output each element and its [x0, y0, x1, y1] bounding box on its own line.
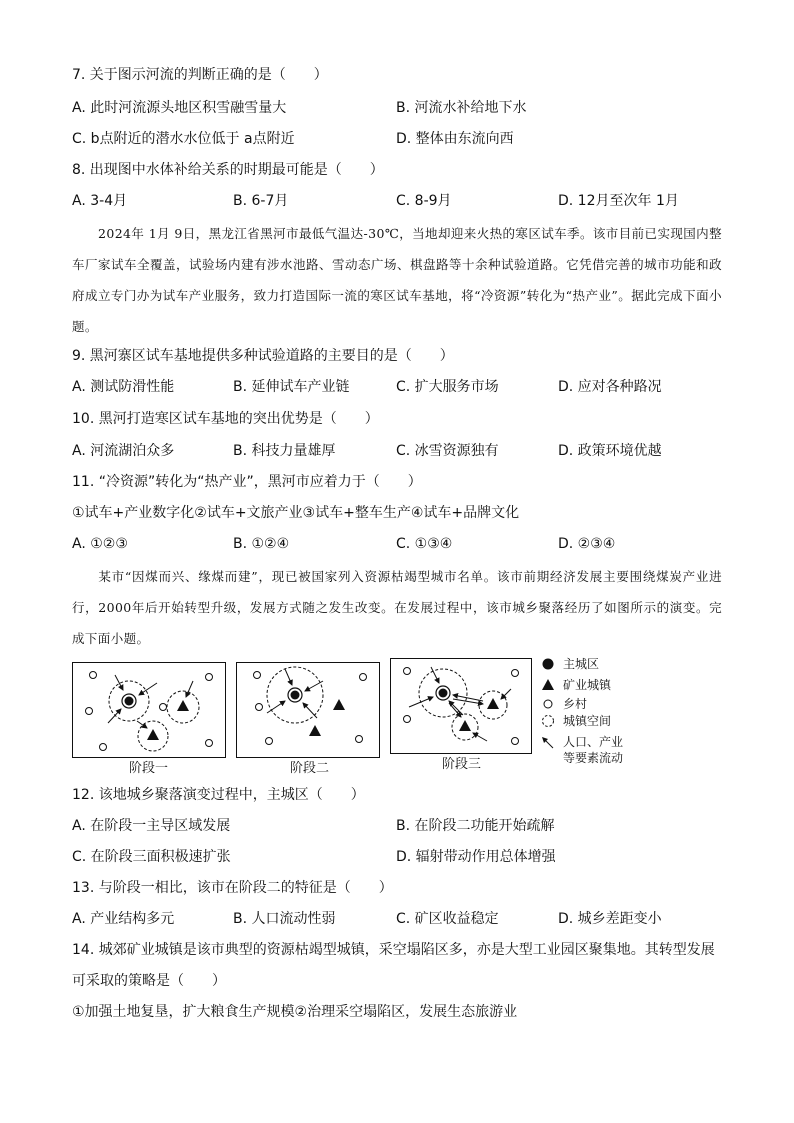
urban-space-icon: [541, 714, 555, 728]
q11-stem: 11. “冷资源”转化为“热产业”，黑河市应着力于（ ）: [72, 474, 422, 490]
q14-stem-line2: 可采取的策略是（ ）: [72, 973, 226, 989]
passage-coal-city-text: 某市“因煤而兴、缘煤而建”，现已被国家列入资源枯竭型城市名单。该市前期经济发展主要围绕煤炭产业进行，2000年后开始转型升级，发展方式随之发生改变。在发展过程中，该市城乡聚落经历了如图所示的演变。完成下面小题。: [72, 569, 722, 646]
q11-option-a: A. ①②③: [72, 536, 128, 552]
q13-option-d: D. 城乡差距变小: [558, 911, 662, 927]
q9-option-b: B. 延伸试车产业链: [233, 379, 350, 395]
q12-option-b: B. 在阶段二功能开始疏解: [396, 818, 555, 834]
q10-option-b: B. 科技力量雄厚: [233, 443, 336, 459]
legend-urban-space: 城镇空间: [563, 714, 612, 728]
q10-option-a: A. 河流湖泊众多: [72, 443, 175, 459]
main-city-icon: [541, 657, 555, 671]
q11-option-c: C. ①③④: [396, 536, 453, 552]
legend-flow-line1: 人口、产业: [563, 735, 624, 749]
q7-option-b: B. 河流水补给地下水: [396, 100, 527, 116]
q7-option-c: C. b点附近的潜水水位低于 a点附近: [72, 131, 295, 147]
q12-stem: 12. 该地城乡聚落演变过程中，主城区（ ）: [72, 787, 365, 803]
q12-option-a: A. 在阶段一主导区域发展: [72, 818, 231, 834]
q9-option-c: C. 扩大服务市场: [396, 379, 499, 395]
q8-option-d: D. 12月至次年 1月: [558, 193, 679, 209]
q14-items: ①加强土地复垦，扩大粮食生产规模②治理采空塌陷区，发展生态旅游业: [72, 1004, 518, 1020]
q7-stem: 7. 关于图示河流的判断正确的是（ ）: [72, 67, 328, 83]
q9-option-a: A. 测试防滑性能: [72, 379, 175, 395]
q8-option-a: A. 3-4月: [72, 193, 128, 209]
q14-stem-line1: 14. 城郊矿业城镇是该市典型的资源枯竭型城镇，采空塌陷区多，亦是大型工业园区聚集地。其转型发展: [72, 942, 715, 958]
q10-option-d: D. 政策环境优越: [558, 443, 662, 459]
q10-stem: 10. 黑河打造寒区试车基地的突出优势是（ ）: [72, 411, 379, 427]
q13-option-c: C. 矿区收益稳定: [396, 911, 499, 927]
passage-coal-city: [72, 561, 722, 654]
village-icon: [541, 697, 555, 711]
q7-option-d: D. 整体由东流向西: [396, 131, 514, 147]
q11-option-d: D. ②③④: [558, 536, 616, 552]
flow-arrow-icon: [541, 736, 555, 750]
q13-stem: 13. 与阶段一相比，该市在阶段二的特征是（ ）: [72, 880, 393, 896]
stage-one-map: [72, 662, 226, 758]
passage-heihe: [72, 218, 722, 342]
q13-option-a: A. 产业结构多元: [72, 911, 175, 927]
q7-option-a: A. 此时河流源头地区积雪融雪量大: [72, 100, 287, 116]
q10-option-c: C. 冰雪资源独有: [396, 443, 499, 459]
stage-three-label: 阶段三: [442, 757, 482, 772]
stage-three-map: [390, 658, 532, 754]
passage-heihe-text: 2024年 1月 9日，黑龙江省黑河市最低气温达-30℃，当地却迎来火热的寒区试车季。该市目前已实现国内整车厂家试车全覆盖，试验场内建有涉水池路、雪动态广场、棋盘路等十余种试验道路。它凭借完善的城市功能和政府成立专门办为试车产业服务，致力打造国际一流的寒区试车基地，将“冷资源”转化为“热产业”。据此完成下面小题。: [72, 226, 722, 334]
stage-one-label: 阶段一: [129, 761, 169, 776]
q12-option-d: D. 辐射带动作用总体增强: [396, 849, 556, 865]
legend-flow-line2: 等要素流动: [563, 751, 624, 765]
q9-option-d: D. 应对各种路况: [558, 379, 662, 395]
legend-main-city: 主城区: [563, 657, 600, 671]
q8-stem: 8. 出现图中水体补给关系的时期最可能是（ ）: [72, 162, 384, 178]
q11-option-b: B. ①②④: [233, 536, 290, 552]
legend-village: 乡村: [563, 697, 588, 711]
q12-option-c: C. 在阶段三面积极速扩张: [72, 849, 231, 865]
q9-stem: 9. 黑河寨区试车基地提供多种试验道路的主要目的是（ ）: [72, 348, 454, 364]
q8-option-c: C. 8-9月: [396, 193, 452, 209]
stage-two-label: 阶段二: [290, 761, 330, 776]
q8-option-b: B. 6-7月: [233, 193, 289, 209]
mining-town-icon: [541, 678, 555, 692]
stage-two-map: [236, 662, 380, 758]
q11-items: ①试车+产业数字化②试车+文旅产业③试车+整车生产④试车+品牌文化: [72, 505, 520, 521]
q13-option-b: B. 人口流动性弱: [233, 911, 336, 927]
legend-mining-town: 矿业城镇: [563, 678, 612, 692]
